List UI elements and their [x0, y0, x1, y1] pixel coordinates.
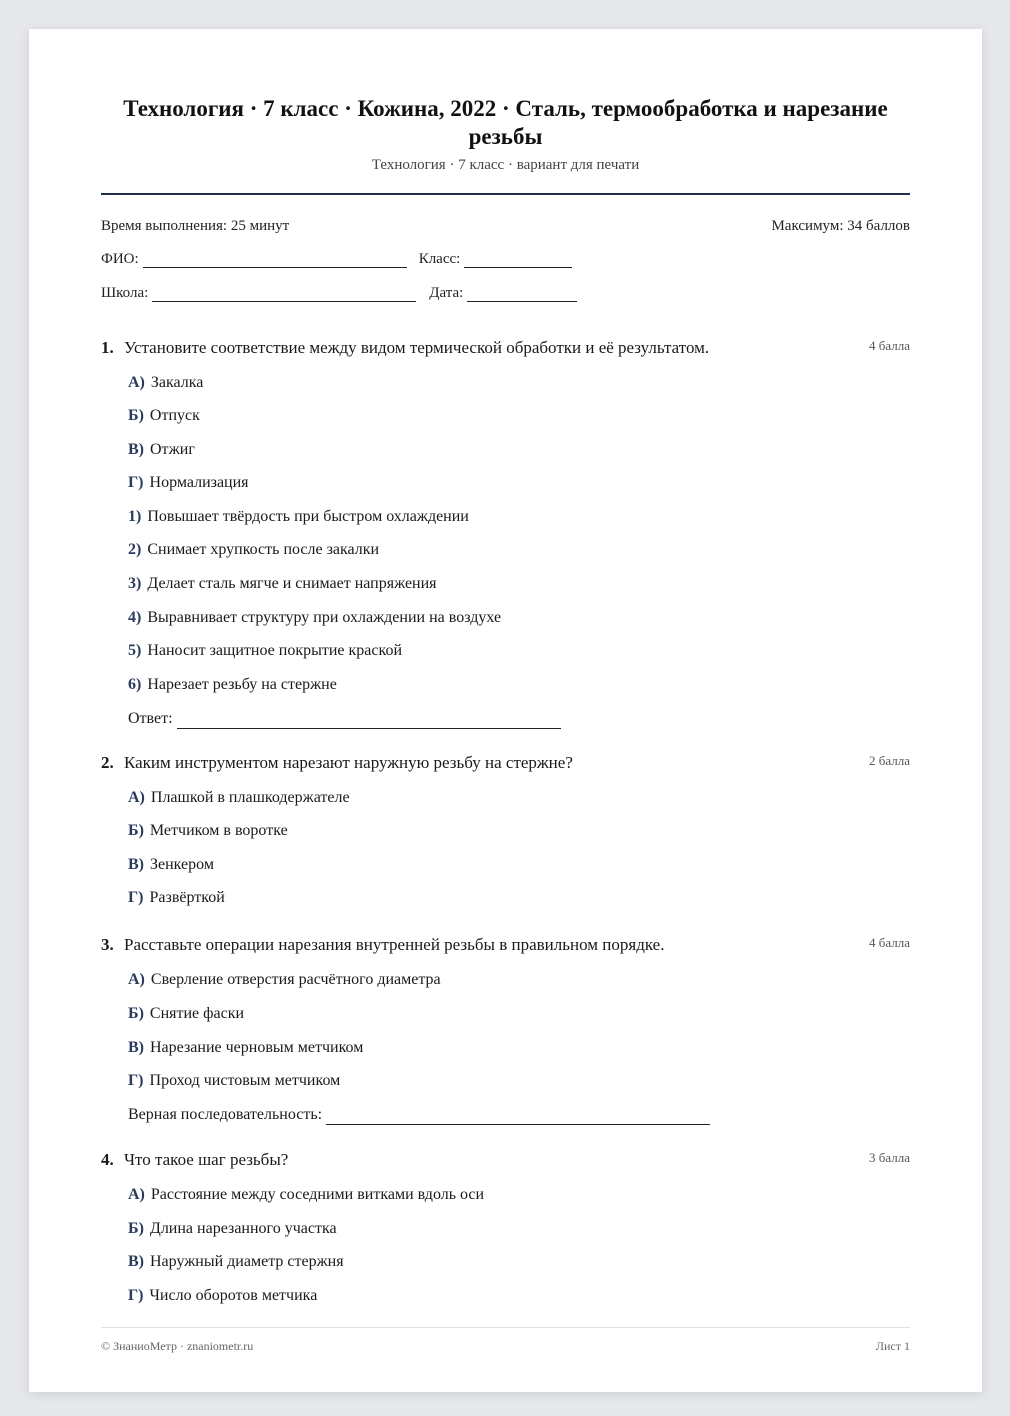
option-label: Г): [128, 474, 144, 491]
header-divider: [101, 193, 910, 195]
option-text: Наружный диаметр стержня: [150, 1253, 344, 1270]
question-number: 2.: [101, 753, 114, 772]
option-b: [128, 821, 288, 841]
option-g: [128, 1286, 317, 1306]
option-label: А): [128, 789, 145, 806]
option-label: Б): [128, 1220, 144, 1237]
option-text: Число оборотов метчика: [149, 1287, 318, 1304]
option-text: Нарезает резьбу на стержне: [147, 676, 337, 693]
school-label: Школа:: [101, 285, 149, 301]
question-number: 3.: [101, 935, 114, 954]
option-text: Отпуск: [149, 407, 200, 424]
question-text: Установите соответствие между видом термической обработки и её результатом.: [124, 338, 710, 357]
option-2: [128, 540, 379, 560]
option-text: Зенкером: [150, 856, 214, 873]
page-subtitle: Технология · 7 класс · вариант для печати: [371, 157, 640, 173]
answer-line: [128, 1105, 710, 1125]
option-a: [128, 1185, 484, 1205]
option-text: Отжиг: [150, 441, 195, 458]
page-footer: [101, 1339, 910, 1354]
option-text: Развёрткой: [149, 889, 225, 906]
option-text: Сверление отверстия расчётного диаметра: [150, 971, 441, 988]
option-label: Б): [128, 407, 144, 424]
option-label: Б): [128, 1005, 144, 1022]
option-text: Проход чистовым метчиком: [149, 1072, 341, 1089]
date-field[interactable]: [467, 285, 577, 302]
option-text: Выравнивает структуру при охлаждении на воздухе: [147, 609, 502, 626]
question-text: Каким инструментом нарезают наружную резьбу на стержне?: [124, 753, 573, 772]
option-b: [128, 406, 200, 426]
question-3: [101, 934, 910, 1123]
option-text: Делает сталь мягче и снимает напряжения: [147, 575, 437, 592]
question-points: 4 балла: [869, 935, 910, 950]
option-label: А): [128, 1186, 145, 1203]
option-6: [128, 675, 337, 695]
question-number: 4.: [101, 1150, 114, 1169]
question-points: 3 балла: [869, 1150, 910, 1165]
footer-divider: [101, 1327, 910, 1328]
option-a: [128, 788, 350, 808]
option-text: Нарезание черновым метчиком: [150, 1039, 364, 1056]
option-a: [128, 970, 441, 990]
meta-row-time: [101, 218, 910, 235]
option-text: Плашкой в плашкодержателе: [150, 789, 350, 806]
option-label: В): [128, 856, 144, 873]
question-number: 1.: [101, 338, 114, 357]
question-2: [101, 752, 910, 906]
option-label: 6): [128, 676, 142, 693]
option-label: 4): [128, 609, 142, 626]
max-score: Максимум: 34 баллов: [771, 218, 910, 234]
class-field[interactable]: [464, 251, 572, 268]
question-points: 4 балла: [869, 338, 910, 353]
option-label: Г): [128, 889, 144, 906]
option-label: А): [128, 374, 145, 391]
option-label: 5): [128, 642, 142, 659]
option-text: Метчиком в воротке: [149, 822, 288, 839]
meta-row-fio: [101, 251, 910, 268]
option-text: Расстояние между соседними витками вдоль оси: [150, 1186, 485, 1203]
option-b: [128, 1219, 337, 1239]
option-text: Нормализация: [149, 474, 249, 491]
page-title: Технология · 7 класс · Кожина, 2022 · Сталь, термообработка и нарезание резьбы: [123, 96, 888, 149]
fio-field[interactable]: [143, 251, 407, 268]
option-text: Наносит защитное покрытие краской: [147, 642, 402, 659]
worksheet-page: [29, 29, 982, 1392]
option-b: [128, 1004, 244, 1024]
option-label: А): [128, 971, 145, 988]
question-text: Что такое шаг резьбы?: [124, 1150, 289, 1169]
option-v: [128, 1252, 344, 1272]
option-text: Снятие фаски: [149, 1005, 245, 1022]
option-3: [128, 574, 437, 594]
option-label: 2): [128, 541, 142, 558]
answer-field[interactable]: [326, 1107, 710, 1125]
date-label: Дата:: [429, 285, 464, 301]
option-label: В): [128, 441, 144, 458]
answer-label: Ответ:: [128, 710, 173, 727]
option-g: [128, 473, 249, 493]
answer-field[interactable]: [177, 711, 561, 729]
footer-copyright: © ЗнаниоМетр · znaniometr.ru: [101, 1339, 254, 1353]
school-field[interactable]: [152, 285, 416, 302]
question-text: Расставьте операции нарезания внутренней резьбы в правильном порядке.: [124, 935, 665, 954]
meta-row-school: [101, 285, 910, 302]
class-label: Класс:: [418, 251, 461, 267]
option-text: Снимает хрупкость после закалки: [147, 541, 380, 558]
option-label: 1): [128, 508, 142, 525]
option-v: [128, 855, 214, 875]
option-g: [128, 888, 225, 908]
option-text: Длина нарезанного участка: [149, 1220, 337, 1237]
time-limit: Время выполнения: 25 минут: [101, 218, 290, 234]
option-label: В): [128, 1253, 144, 1270]
fio-label: ФИО:: [101, 251, 139, 267]
answer-line: [128, 709, 561, 729]
option-label: В): [128, 1039, 144, 1056]
option-g: [128, 1071, 340, 1091]
answer-label: Верная последовательность:: [128, 1106, 323, 1123]
option-label: Б): [128, 822, 144, 839]
option-text: Закалка: [150, 374, 204, 391]
option-label: Г): [128, 1287, 144, 1304]
question-4: [101, 1149, 910, 1304]
option-v: [128, 1038, 363, 1058]
question-points: 2 балла: [869, 753, 910, 768]
page-number: Лист 1: [875, 1339, 910, 1353]
option-4: [128, 608, 501, 628]
option-a: [128, 373, 203, 393]
option-5: [128, 641, 402, 661]
option-label: 3): [128, 575, 142, 592]
option-label: Г): [128, 1072, 144, 1089]
option-1: [128, 507, 469, 527]
option-text: Повышает твёрдость при быстром охлаждении: [147, 508, 469, 525]
question-1: [101, 337, 910, 727]
option-v: [128, 440, 195, 460]
